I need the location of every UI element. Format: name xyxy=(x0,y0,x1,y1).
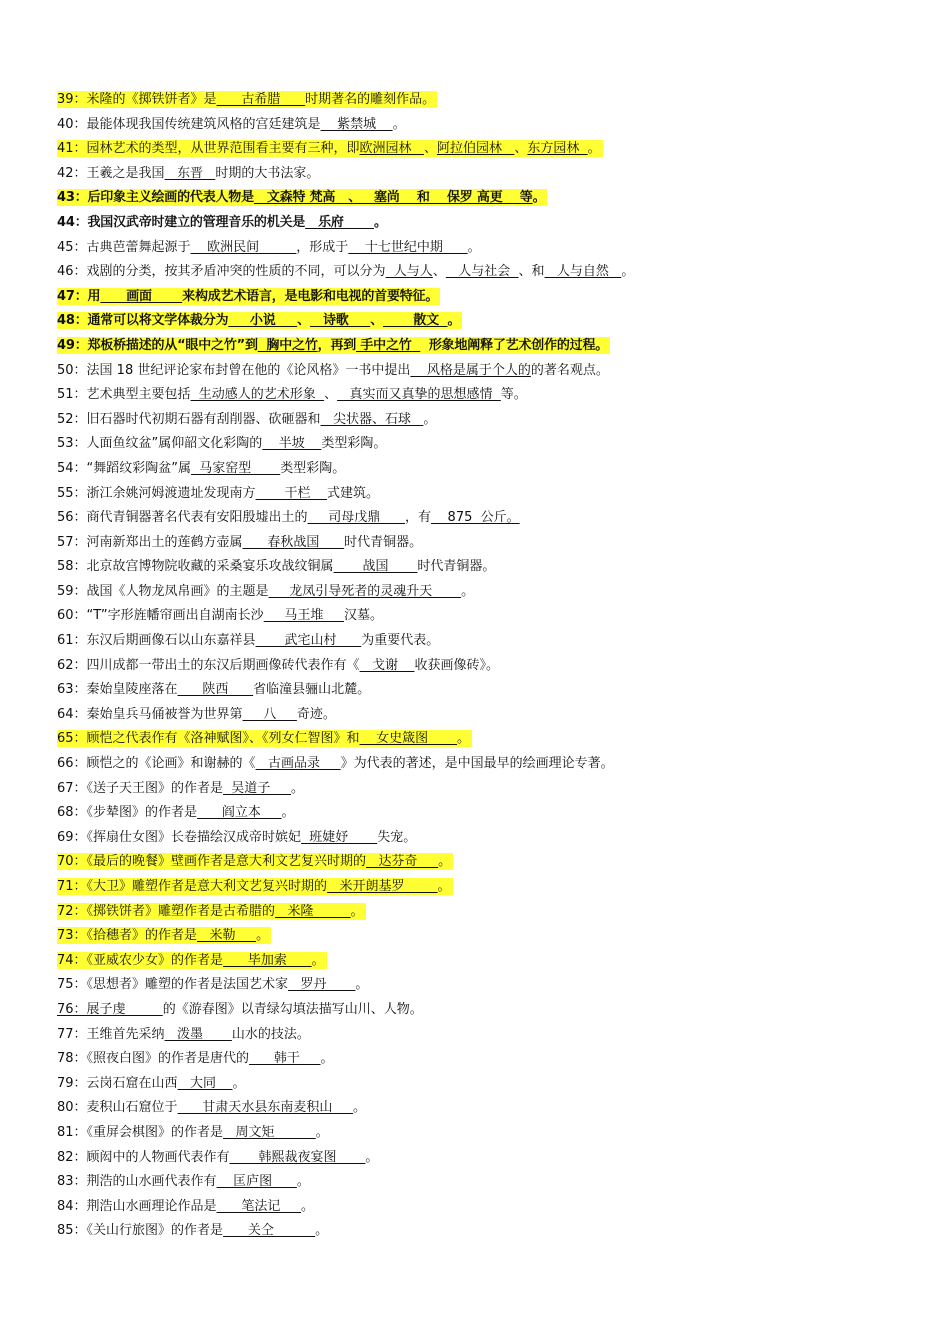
question-line xyxy=(57,137,907,162)
answer-blank: 米隆 xyxy=(275,903,351,919)
highlighted-text xyxy=(57,312,462,329)
question-text: 78：《照夜白图》的作者是唐代的 xyxy=(57,1051,250,1067)
question-line xyxy=(57,1195,907,1220)
question-line xyxy=(57,727,907,752)
question-line xyxy=(57,801,907,826)
question-text: ，有 xyxy=(405,510,432,526)
line-text xyxy=(57,534,424,551)
question-line xyxy=(57,1023,907,1048)
line-text xyxy=(57,657,501,674)
answer-blank: 人与人 xyxy=(385,264,433,280)
question-text: 类型彩陶。 xyxy=(280,460,346,476)
answer-blank: 八 xyxy=(242,706,297,722)
question-line xyxy=(57,604,907,629)
question-line xyxy=(57,285,907,310)
line-text xyxy=(57,1050,336,1067)
line-text xyxy=(57,1099,368,1116)
question-line xyxy=(57,432,907,457)
question-text: 时代青铜器。 xyxy=(344,534,423,550)
question-line xyxy=(57,973,907,998)
line-text xyxy=(57,1026,312,1043)
question-text: 75：《思想者》雕塑的作者是法国艺术家 xyxy=(57,977,289,993)
answer-blank: 春秋战国 xyxy=(242,534,345,550)
question-text: 时代青铜器。 xyxy=(417,559,496,575)
question-line xyxy=(57,506,907,531)
answer-blank: 真实而又真挚的思想感情 xyxy=(337,387,501,403)
question-text: 58：北京故宫博物院收藏的采桑宴乐攻战纹铜属 xyxy=(57,559,334,575)
question-text: 44：我国汉武帝时建立的管理音乐的机关是 xyxy=(57,214,306,230)
question-line xyxy=(57,88,907,113)
highlighted-text xyxy=(57,952,327,969)
question-text: 85：《关山行旅图》的作者是 xyxy=(57,1223,224,1239)
question-text: 。 xyxy=(290,780,304,796)
answer-blank: 武宅山村 xyxy=(255,633,362,649)
question-text: 52：旧石器时代初期石器有刮削器、砍砸器和 xyxy=(57,411,321,427)
question-line xyxy=(57,1121,907,1146)
question-text: 。 xyxy=(447,313,461,329)
question-text: 69：《挥扇仕女图》长卷描绘汉成帝时嫔妃 xyxy=(57,829,302,845)
question-text: 时期的大书法家。 xyxy=(215,165,320,181)
question-text: 为重要代表。 xyxy=(361,633,440,649)
question-text: 59：战国《人物龙凤帛画》的主题是 xyxy=(57,583,269,599)
line-text xyxy=(57,558,497,575)
question-text: 。 xyxy=(587,141,601,157)
question-text: 66：顾恺之的《论画》和谢赫的《 xyxy=(57,756,256,772)
question-line xyxy=(57,1170,907,1195)
question-text: 山水的技法。 xyxy=(231,1026,310,1042)
question-line xyxy=(57,900,907,925)
question-text: 。 xyxy=(355,977,369,993)
answer-blank: 阿拉伯园林 xyxy=(436,141,515,157)
answer-blank: 小说 xyxy=(228,313,298,329)
question-line xyxy=(57,1096,907,1121)
question-text: 。 xyxy=(301,1198,315,1214)
answer-blank: 班婕妤 xyxy=(301,829,378,845)
question-text: 73：《拾穗者》的作者是 xyxy=(57,928,198,944)
line-text xyxy=(57,509,522,526)
question-text: 67：《送子天王图》的作者是 xyxy=(57,780,224,796)
question-text: 45：古典芭蕾舞起源于 xyxy=(57,239,191,255)
answer-blank: 古画品录 xyxy=(255,756,341,772)
answer-blank: 达芬奇 xyxy=(366,854,439,870)
question-text: 47：用 xyxy=(57,288,101,304)
question-text: 奇迹。 xyxy=(296,706,336,722)
question-text: ，再到 xyxy=(317,337,357,353)
question-line xyxy=(57,777,907,802)
answer-blank: 人与社会 xyxy=(445,264,519,280)
question-text: 65：顾恺之代表作有《洛神赋图》、《列女仁智图》和 xyxy=(57,731,360,747)
answer-blank: 十七世纪中期 xyxy=(348,239,468,255)
question-text: 77：王维首先采纳 xyxy=(57,1026,165,1042)
question-line xyxy=(57,703,907,728)
highlighted-text xyxy=(57,878,453,895)
question-text: 时期著名的雕刻作品。 xyxy=(305,92,436,107)
highlighted-text xyxy=(57,730,472,747)
question-text: 。 xyxy=(438,854,452,870)
question-text: 汉墓。 xyxy=(344,608,384,624)
answer-blank: 散文 xyxy=(383,313,448,329)
question-text: 。 xyxy=(296,1174,310,1190)
line-text xyxy=(57,1149,380,1166)
line-text xyxy=(57,165,321,182)
question-text: 。 xyxy=(256,928,270,944)
question-text: 80：麦积山石窟位于 xyxy=(57,1100,178,1116)
question-line xyxy=(57,383,907,408)
question-line xyxy=(57,408,907,433)
question-text: 。 xyxy=(365,1149,379,1165)
answer-blank: 古希腊 xyxy=(216,92,306,107)
answer-blank: 笔法记 xyxy=(216,1198,302,1214)
question-line xyxy=(57,850,907,875)
question-text: 40：最能体现我国传统建筑风格的宫廷建筑是 xyxy=(57,116,321,132)
question-text: 。 xyxy=(315,1223,329,1239)
line-text xyxy=(57,116,408,133)
question-line xyxy=(57,826,907,851)
question-text: 50：法国 18 世纪评论家布封曾在他的《论风格》一书中提出 xyxy=(57,362,411,378)
answer-blank: 龙凤引导死者的灵魂升天 xyxy=(268,583,462,599)
answer-blank: 风格是属于个人的 xyxy=(410,362,531,378)
answer-blank: 紫禁城 xyxy=(320,116,393,132)
question-line xyxy=(57,1219,907,1244)
question-line xyxy=(57,531,907,556)
answer-blank: 人与自然 xyxy=(544,264,622,280)
answer-blank: 胸中之竹 xyxy=(257,337,318,353)
highlighted-text xyxy=(57,140,603,157)
question-text: 51：艺术典型主要包括 xyxy=(57,387,191,403)
line-text xyxy=(57,1001,425,1018)
question-text: 类型彩陶。 xyxy=(321,436,387,452)
question-line xyxy=(57,186,907,211)
answer-blank: 匡庐图 xyxy=(216,1174,297,1190)
question-text: 62：四川成都一带出土的东汉后期画像砖代表作有《 xyxy=(57,657,360,673)
question-text: 形象地阐释了艺术创作的过程。 xyxy=(420,337,609,353)
answer-blank: 诗歌 xyxy=(309,313,371,329)
answer-blank: 毕加索 xyxy=(223,952,312,968)
question-line xyxy=(57,260,907,285)
question-line xyxy=(57,1047,907,1072)
line-text xyxy=(57,681,372,698)
answer-blank: 半坡 xyxy=(262,436,322,452)
question-text: 。 xyxy=(457,731,471,747)
answer-blank: 欧洲园林 xyxy=(359,141,424,157)
answer-blank: 马王堆 xyxy=(263,608,344,624)
question-line xyxy=(57,629,907,654)
question-text: 。 xyxy=(315,1124,329,1140)
question-text: 64：秦始皇兵马俑被誉为世界第 xyxy=(57,706,243,722)
question-text: 。 xyxy=(423,411,437,427)
highlighted-text xyxy=(57,927,271,944)
question-line xyxy=(57,555,907,580)
question-line xyxy=(57,211,907,236)
answer-blank: 大同 xyxy=(177,1075,233,1091)
question-line xyxy=(57,236,907,261)
question-text: 70：《最后的晚餐》壁画作者是意大利文艺复兴时期的 xyxy=(57,854,367,870)
answer-blank: 米勒 xyxy=(197,928,257,944)
question-text: 。 xyxy=(311,952,325,968)
question-text: 、 xyxy=(423,141,437,157)
question-text: 。 xyxy=(373,214,387,230)
answer-blank: 关仝 xyxy=(223,1223,316,1239)
question-text: 。 xyxy=(350,903,364,919)
question-text: 48：通常可以将文学体裁分为 xyxy=(57,313,229,329)
question-text: 46：戏剧的分类，按其矛盾冲突的性质的不同，可以分为 xyxy=(57,264,386,280)
line-text xyxy=(57,976,370,993)
question-text: 、 xyxy=(370,313,383,329)
answer-blank: 戈谢 xyxy=(359,657,415,673)
answer-blank: 司母戊鼎 xyxy=(307,510,406,526)
question-text: 。 xyxy=(532,190,546,206)
highlighted-text xyxy=(57,189,547,206)
answer-blank: 女史箴图 xyxy=(359,731,458,747)
question-text: 、 xyxy=(514,141,528,157)
answer-blank: 米开朗基罗 xyxy=(327,879,438,894)
question-line xyxy=(57,334,907,359)
question-text: 81：《重屏会棋图》的作者是 xyxy=(57,1124,224,1140)
question-line xyxy=(57,678,907,703)
question-line xyxy=(57,580,907,605)
question-text: 71：《大卫》雕塑作者是意大利文艺复兴时期的 xyxy=(57,879,328,894)
highlighted-text xyxy=(57,903,366,920)
line-text xyxy=(57,804,297,821)
question-text: 43：后印象主义绘画的代表人物是 xyxy=(57,190,254,206)
question-text: 。 xyxy=(232,1075,246,1091)
question-text: 的著名观点。 xyxy=(530,362,609,378)
question-text: 。 xyxy=(467,239,481,255)
question-line xyxy=(57,998,907,1023)
answer-blank: 尖状器、石球 xyxy=(320,411,424,427)
answer-blank: 阎立本 xyxy=(197,805,282,821)
question-text: ，形成于 xyxy=(296,239,349,255)
question-line xyxy=(57,1146,907,1171)
question-line xyxy=(57,752,907,777)
question-text: 的《游春图》以青绿勾填法描写山川、人物。 xyxy=(162,1001,423,1017)
question-text: 。 xyxy=(320,1051,334,1067)
highlighted-text xyxy=(57,288,440,305)
question-text: 74：《亚威农少女》的作者是 xyxy=(57,952,224,968)
line-text xyxy=(57,1075,248,1092)
question-line xyxy=(57,113,907,138)
question-text: 、 xyxy=(432,264,446,280)
question-text: 39：米隆的《掷铁饼者》是 xyxy=(57,92,217,107)
answer-blank: 周文矩 xyxy=(223,1124,316,1140)
answer-blank: 画面 xyxy=(100,288,183,304)
line-text xyxy=(57,435,388,452)
highlighted-text xyxy=(57,91,437,108)
question-text: 。 xyxy=(461,583,475,599)
answer-blank: 马家窑型 xyxy=(191,460,281,476)
answer-blank: 吴道子 xyxy=(223,780,291,796)
question-line xyxy=(57,924,907,949)
answer-blank: 甘肃天水县东南麦积山 xyxy=(177,1100,354,1116)
question-text: 、 xyxy=(297,313,310,329)
answer-blank: 手中之竹 xyxy=(356,337,421,353)
question-text: 》为代表的著述，是中国最早的绘画理论专著。 xyxy=(340,756,614,772)
answer-blank: 泼墨 xyxy=(164,1026,232,1042)
question-text: 收获画像砖》。 xyxy=(414,657,499,673)
line-text xyxy=(57,263,636,280)
question-text: 61：东汉后期画像石以山东嘉祥县 xyxy=(57,633,256,649)
question-line xyxy=(57,457,907,482)
question-text: 。 xyxy=(392,116,406,132)
question-text: 63：秦始皇陵座落在 xyxy=(57,682,178,698)
line-text xyxy=(57,1124,331,1141)
line-text xyxy=(57,632,441,649)
answer-blank: 罗丹 xyxy=(288,977,356,993)
highlighted-text xyxy=(57,337,610,354)
question-text: 82：顾闳中的人物画代表作有 xyxy=(57,1149,230,1165)
question-line xyxy=(57,309,907,334)
question-text: 。 xyxy=(353,1100,367,1116)
answer-blank: 干栏 xyxy=(255,485,328,501)
question-text: 42：王羲之是我国 xyxy=(57,165,165,181)
question-text: 57：河南新郑出土的莲鹤方壶属 xyxy=(57,534,243,550)
line-text xyxy=(57,460,347,477)
question-text: 。 xyxy=(621,264,635,280)
answer-blank: 东方园林 xyxy=(527,141,588,157)
line-text xyxy=(57,829,418,846)
question-text: 来构成艺术语言，是电影和电视的首要特征。 xyxy=(182,288,439,304)
line-text xyxy=(57,485,381,502)
line-text xyxy=(57,583,476,600)
document-body xyxy=(57,88,907,1244)
question-line xyxy=(57,949,907,974)
question-text: 失宠。 xyxy=(377,829,417,845)
question-line xyxy=(57,482,907,507)
line-text xyxy=(57,411,438,428)
question-text: 60：“T”字形旌幡帘画出自湖南长沙 xyxy=(57,608,264,624)
line-text xyxy=(57,214,389,231)
line-text xyxy=(57,362,611,379)
question-text: 式建筑。 xyxy=(327,485,380,501)
question-text: 。 xyxy=(281,805,295,821)
answer-blank: 生动感人的艺术形象 xyxy=(190,387,325,403)
question-text: 56：商代青铜器著名代表有安阳殷墟出土的 xyxy=(57,510,308,526)
question-text: 省临潼县骊山北麓。 xyxy=(253,682,371,698)
line-text xyxy=(57,239,483,256)
answer-blank: 战国 xyxy=(333,559,418,575)
highlighted-text xyxy=(57,853,453,870)
line-text xyxy=(57,706,338,723)
question-text: 41：园林艺术的类型，从世界范围看主要有三种，即 xyxy=(57,141,360,157)
answer-blank: 乐府 xyxy=(305,214,374,230)
question-line xyxy=(57,1072,907,1097)
question-text: 55：浙江余姚河姆渡遗址发现南方 xyxy=(57,485,256,501)
question-text: 72：《掷铁饼者》雕塑作者是古希腊的 xyxy=(57,903,276,919)
line-text xyxy=(57,1222,330,1239)
answer-blank: 韩熙裁夜宴图 xyxy=(229,1149,366,1165)
question-text: 54：“舞蹈纹彩陶盆”属 xyxy=(57,460,192,476)
question-text: 。 xyxy=(437,879,451,894)
question-text: 等。 xyxy=(500,387,527,403)
answer-blank: 东晋 xyxy=(164,165,216,181)
line-text xyxy=(57,607,385,624)
answer-blank: 欧洲民间 xyxy=(190,239,297,255)
question-text: 79：云岗石窟在山西 xyxy=(57,1075,178,1091)
line-text xyxy=(57,1198,316,1215)
question-text: 83：荆浩的山水画代表作有 xyxy=(57,1174,217,1190)
question-line xyxy=(57,162,907,187)
question-text: 84：荆浩山水画理论作品是 xyxy=(57,1198,217,1214)
line-text xyxy=(57,1173,312,1190)
question-text: 、 xyxy=(324,387,338,403)
question-line xyxy=(57,875,907,900)
line-text xyxy=(57,386,529,403)
answer-blank: 陕西 xyxy=(177,682,254,698)
answer-blank: 875 公斤。 xyxy=(431,510,520,526)
line-text xyxy=(57,780,306,797)
line-text xyxy=(57,755,616,772)
answer-blank: 韩干 xyxy=(249,1051,321,1067)
question-text: 49：郑板桥描述的从“眼中之竹”到 xyxy=(57,337,258,353)
question-text: 68：《步辇图》的作者是 xyxy=(57,805,198,821)
answer-blank: 76：展子虔 xyxy=(57,1001,163,1017)
question-text: 、和 xyxy=(518,264,545,280)
question-line xyxy=(57,654,907,679)
question-text: 53：人面鱼纹盆”属仰韶文化彩陶的 xyxy=(57,436,263,452)
question-line xyxy=(57,359,907,384)
answer-blank: 文森特 梵高 、 塞尚 和 保罗 高更 等 xyxy=(253,190,533,206)
